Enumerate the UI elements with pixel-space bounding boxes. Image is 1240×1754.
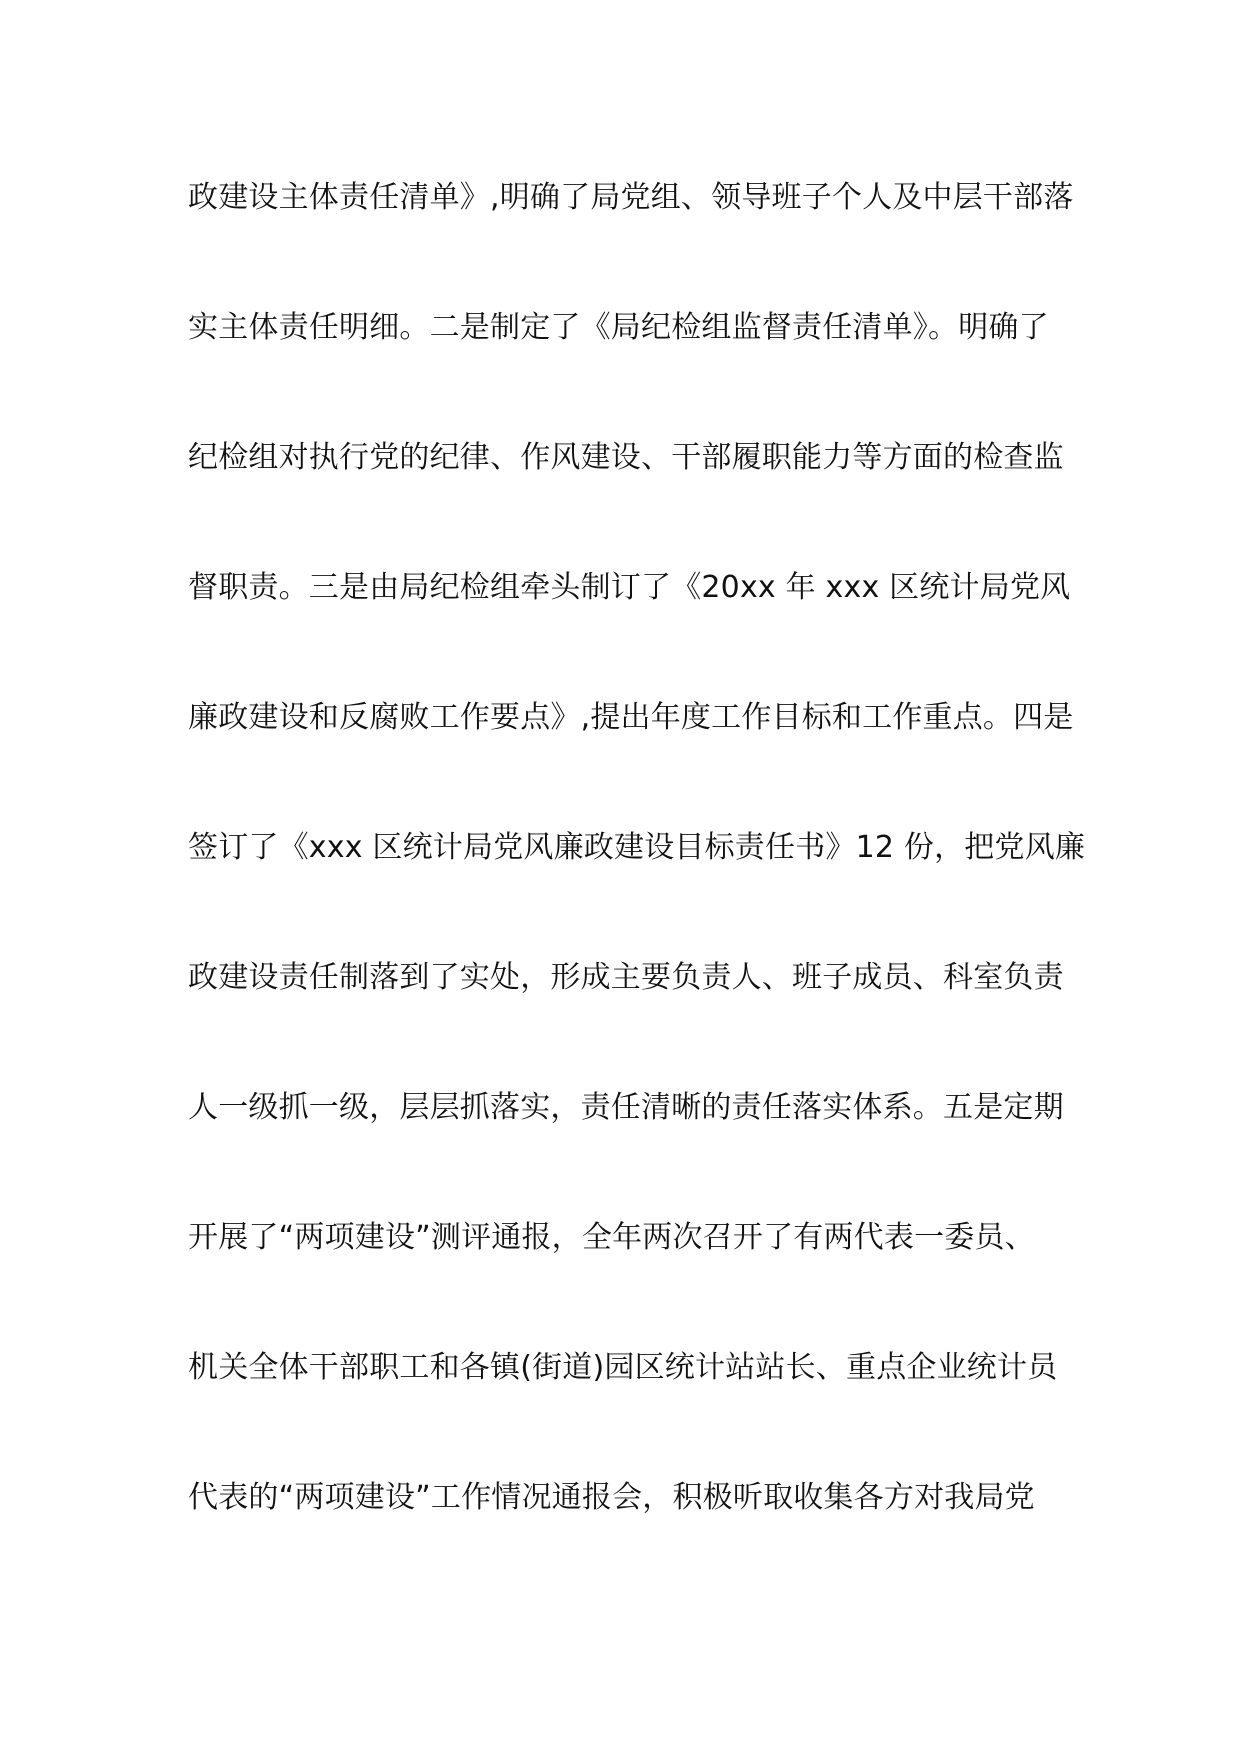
- text-line: 实主体责任明细。二是制定了《局纪检组监督责任清单》。明确了: [188, 310, 1049, 345]
- text-line: 代表的“两项建设”工作情况通报会，积极听取收集各方对我局党: [188, 1480, 1035, 1515]
- text-line: 人一级抓一级，层层抓落实，责任清晰的责任落实体系。五是定期: [188, 1090, 1064, 1125]
- text-line: 签订了《xxx 区统计局党风廉政建设目标责任书》12 份，把党风廉: [188, 830, 1086, 865]
- text-line: 政建设主体责任清单》,明确了局党组、领导班子个人及中层干部落: [188, 180, 1074, 215]
- text-line: 机关全体干部职工和各镇(街道)园区统计站站长、重点企业统计员: [188, 1350, 1058, 1385]
- text-line: 开展了“两项建设”测评通报，全年两次召开了有两代表一委员、: [188, 1220, 1035, 1255]
- text-line: 政建设责任制落到了实处，形成主要负责人、班子成员、科室负责: [188, 960, 1064, 995]
- text-line: 纪检组对执行党的纪律、作风建设、干部履职能力等方面的检查监: [188, 440, 1064, 475]
- text-line: 廉政建设和反腐败工作要点》,提出年度工作目标和工作重点。四是: [188, 700, 1074, 735]
- body-paragraph: [188, 166, 1086, 1596]
- text-line: 督职责。三是由局纪检组牵头制订了《20xx 年 xxx 区统计局党风: [188, 570, 1071, 605]
